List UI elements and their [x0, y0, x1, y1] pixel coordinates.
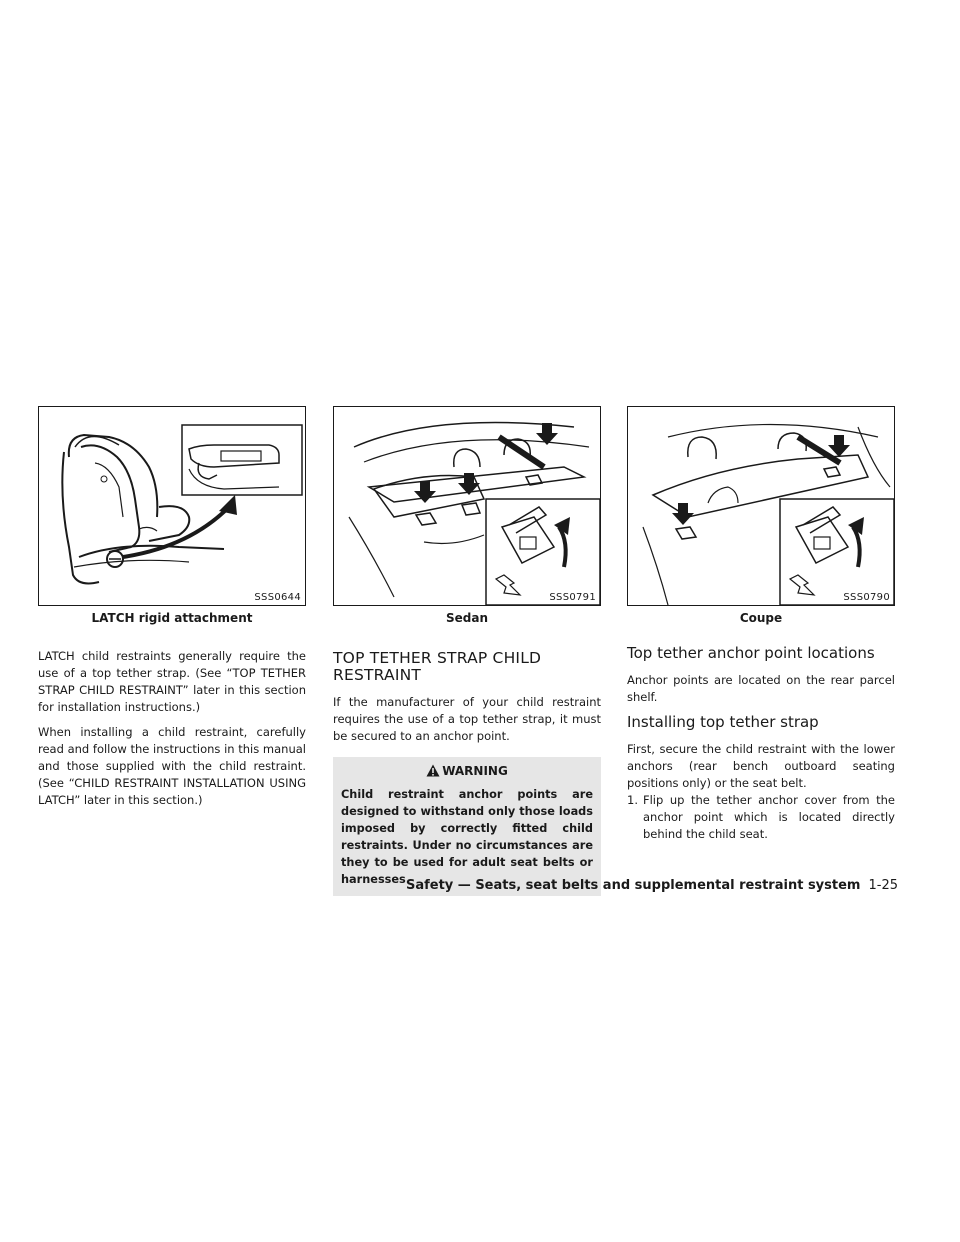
figure-coupe — [627, 406, 895, 606]
page-footer — [406, 878, 898, 893]
paragraph: LATCH child restraints generally require the use of a top tether strap. (See “TOP TETHER STRAP CHILD RESTRAINT” later in this section for installation instructions.) — [38, 649, 306, 714]
paragraph: When installing a child restraint, carefully read and follow the instructions in this manual and those supplied with the child restraint. (See “CHILD RESTRAINT INSTALLATION USING LATCH” later in this section.) — [38, 725, 306, 807]
warning-title: WARNING — [442, 764, 508, 778]
subsection-heading: Installing top tether strap — [627, 713, 819, 731]
paragraph: First, secure the child restraint with the lower anchors (rear bench outboard seating positions only) or the seat belt. — [627, 742, 895, 790]
subsection-heading: Top tether anchor point locations — [627, 644, 875, 662]
column-anchor-locations — [627, 645, 895, 843]
paragraph: If the manufacturer of your child restraint requires the use of a top tether strap, it must be secured to an anchor point. — [333, 695, 601, 743]
figure-sedan — [333, 406, 601, 606]
figure-code: SSS0791 — [549, 592, 596, 603]
warning-triangle-icon — [426, 764, 440, 782]
list-item — [627, 792, 895, 843]
warning-box — [333, 757, 601, 896]
figure-code: SSS0790 — [843, 592, 890, 603]
column-top-tether — [333, 650, 601, 896]
child-seat-latch-illustration — [39, 407, 306, 606]
footer-section-title: Safety — Seats, seat belts and supplemental restraint system — [405, 878, 861, 893]
step-number: 1. — [627, 793, 638, 807]
sedan-parcel-shelf-anchor-illustration — [334, 407, 601, 606]
step-text: Flip up the tether anchor cover from the anchor point which is located directly behind the child seat. — [643, 793, 895, 841]
page-number: 1-25 — [868, 878, 898, 893]
paragraph: Anchor points are located on the rear parcel shelf. — [627, 673, 895, 704]
figure-latch-rigid-attachment — [38, 406, 306, 606]
figure-code: SSS0644 — [254, 592, 301, 603]
coupe-parcel-shelf-anchor-illustration — [628, 407, 895, 606]
figure-caption: LATCH rigid attachment — [91, 611, 253, 625]
figure-caption: Coupe — [739, 611, 783, 625]
column-latch-text — [38, 648, 306, 817]
section-heading: TOP TETHER STRAP CHILD RESTRAINT — [333, 649, 542, 684]
warning-title-row — [341, 763, 593, 782]
warning-text: Child restraint anchor points are designed to withstand only those loads imposed by correctly fitted child restraints. Under no circumstances are they to be used for adult seat belts or harnesses. — [341, 788, 593, 886]
figure-caption: Sedan — [445, 611, 488, 625]
